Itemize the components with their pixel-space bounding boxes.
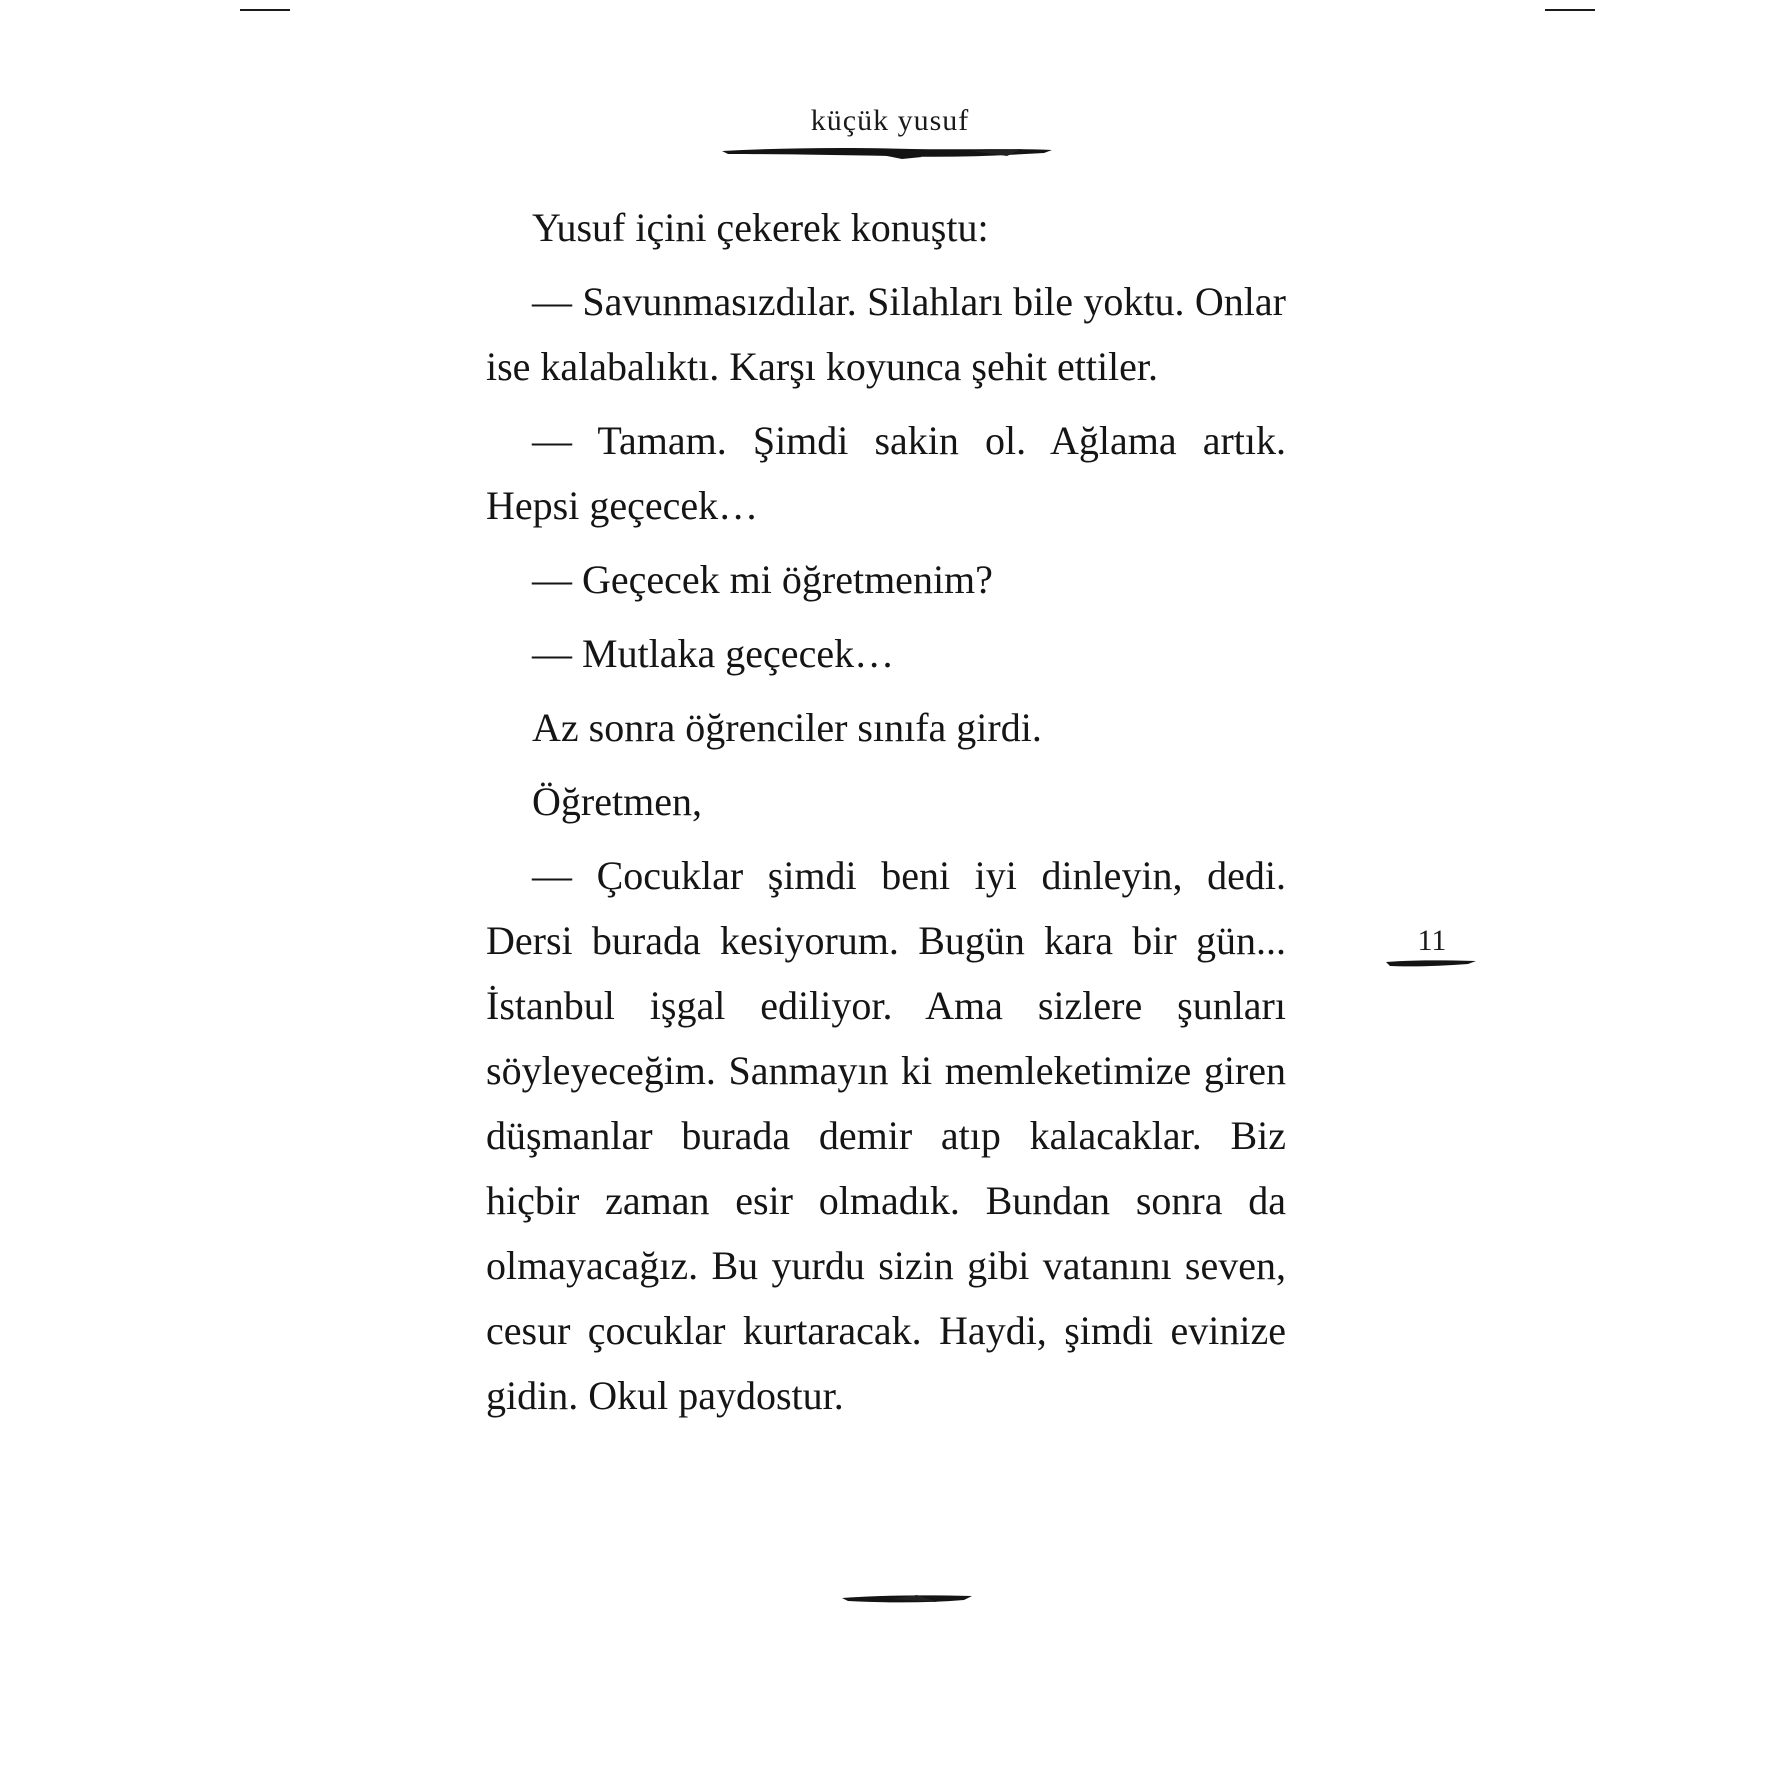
paragraph-3: — Tamam. Şimdi sakin ol. Ağlama artık. Hepsi geçecek… (486, 418, 1286, 528)
paragraph-6: Az sonra öğrenciler sınıfa girdi. (532, 705, 1042, 750)
crop-mark-left (240, 9, 290, 11)
paragraph-4: — Geçecek mi öğretmenim? (532, 557, 993, 602)
body-text (486, 195, 1286, 1437)
paragraph-8: — Çocuklar şimdi beni iyi dinleyin, dedi. Dersi burada kesiyorum. Bugün kara bir gün... İstanbul işgal ediliyor. Ama sizlere şunları söyleyeceğim. Sanmayın ki memleketimize giren düşmanlar burada demir atıp kalacaklar. Biz hiçbir zaman esir olmadık. Bundan sonra da olmayacağız. Bu yurdu sizin gibi vatanını seven, cesur çocuklar kurtaracak. Haydi, şimdi evinize gidin. Okul paydostur. (486, 853, 1286, 1418)
paragraph-7: Öğretmen, (532, 779, 702, 824)
paragraph-2: — Savunmasızdılar. Silahları bile yoktu. Onlar ise kalabalıktı. Karşı koyunca şehit ettiler. (486, 279, 1286, 389)
footer-brush-stroke (842, 1591, 972, 1607)
page-number-brush-stroke (1386, 956, 1476, 970)
paragraph-1: Yusuf içini çekerek konuştu: (532, 205, 989, 250)
crop-mark-right (1545, 9, 1595, 11)
paragraph-5: — Mutlaka geçecek… (532, 631, 895, 676)
page-number: 11 (1417, 924, 1447, 957)
header-brush-stroke (722, 144, 1052, 162)
running-head-title: küçük yusuf (810, 104, 970, 137)
